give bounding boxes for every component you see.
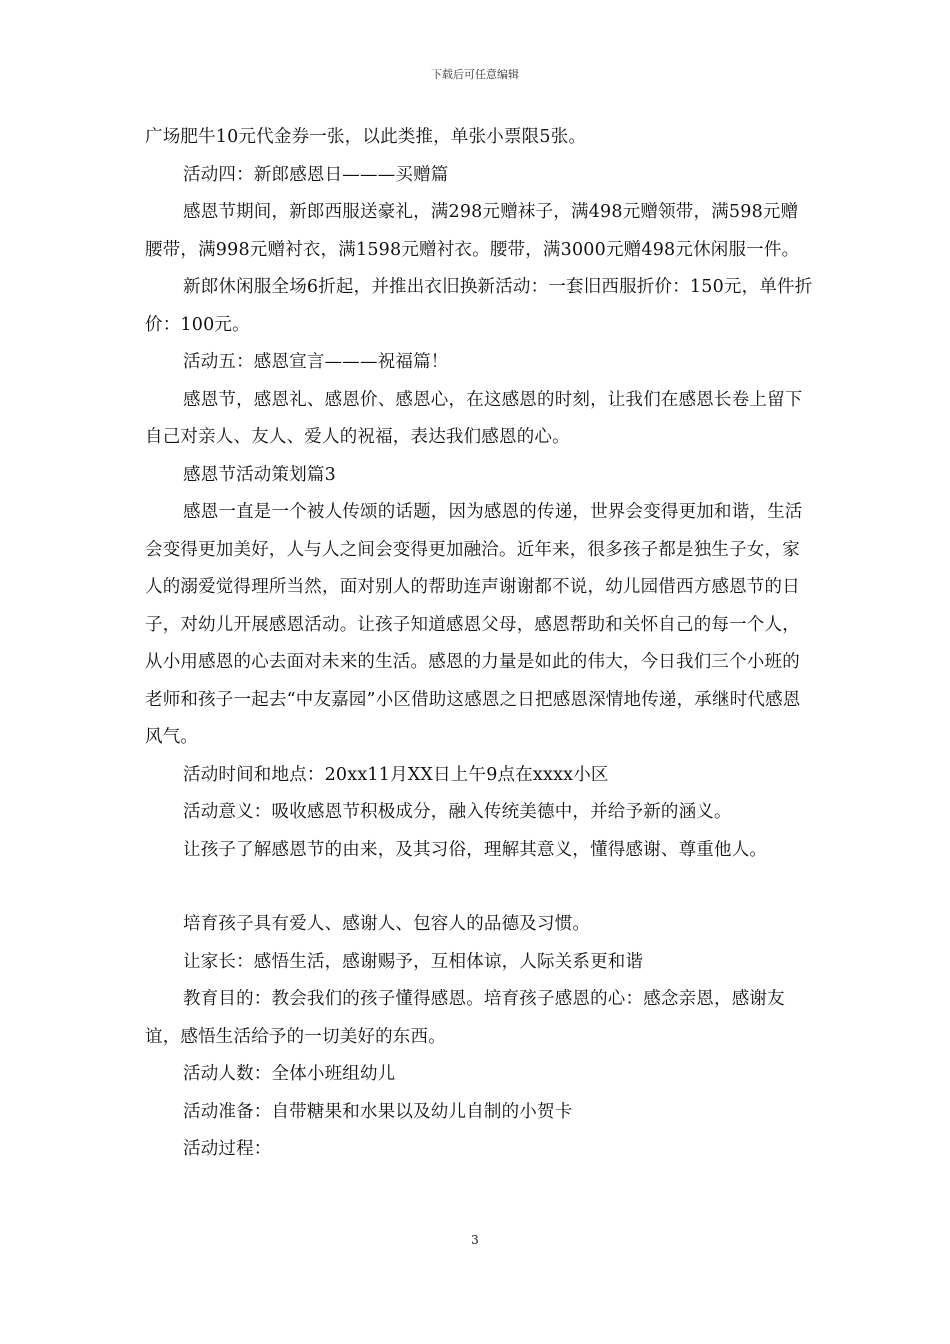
page-header-note: 下载后可任意编辑 xyxy=(431,68,519,81)
paragraph-participants: 活动人数：全体小班组幼儿 xyxy=(183,1064,396,1084)
paragraph-activity-four-title: 活动四：新郎感恩日———买赠篇 xyxy=(183,164,449,185)
page-number: 3 xyxy=(471,1233,479,1247)
paragraph-activity-five-title: 活动五：感恩宣言———祝福篇！ xyxy=(183,352,449,372)
document-body xyxy=(145,119,815,1169)
section-title-plan-3: 感恩节活动策划篇3 xyxy=(183,464,336,485)
paragraph-trade-in-offer: 新郎休闲服全场6折起，并推出衣旧换新活动：一套旧西服折价：150元，单件折价：100元。 xyxy=(145,277,813,335)
paragraph-understand-origin: 让孩子了解感恩节的由来，及其习俗，理解其意义，懂得感谢、尊重他人。 xyxy=(183,839,768,860)
paragraph-activity-meaning: 活动意义：吸收感恩节积极成分，融入传统美德中，并给予新的涵义。 xyxy=(183,802,732,822)
paragraph-preparation: 活动准备：自带糖果和水果以及幼儿自制的小贺卡 xyxy=(183,1101,573,1122)
paragraph-blessing-scroll: 感恩节，感恩礼、感恩价、感恩心，在这感恩的时刻，让我们在感恩长卷上留下自己对亲人、友人、爱人的祝福，表达我们感恩的心。 xyxy=(145,389,803,447)
paragraph-gratitude-intro: 感恩一直是一个被人传颂的话题，因为感恩的传递，世界会变得更加和谐，生活会变得更加美好，人与人之间会变得更加融洽。近年来，很多孩子都是独生子女，家人的溺爱觉得理所当然，面对别人的帮助连声谢谢都不说，幼儿园借西方感恩节的日子，对幼儿开展感恩活动。让孩子知道感恩父母，感恩帮助和关怀自己的每一个人，从小用感恩的心去面对未来的生活。感恩的力量是如此的伟大，今日我们三个小班的老师和孩子一起去“中友嘉园”小区借助这感恩之日把感恩深情地传递，承继时代感恩风气。 xyxy=(145,502,803,747)
paragraph-process-heading: 活动过程： xyxy=(183,1139,272,1159)
paragraph-groom-gift-offers: 感恩节期间，新郎西服送豪礼，满298元赠袜子，满498元赠领带，满598元赠腰带，满998元赠衬衣，满1598元赠衬衣。腰带，满3000元赠498元休闲服一件。 xyxy=(145,202,800,260)
paragraph-voucher-rule: 广场肥牛10元代金券一张，以此类推，单张小票限5张。 xyxy=(145,127,587,147)
paragraph-education-goal: 教育目的：教会我们的孩子懂得感恩。培育孩子感恩的心：感念亲恩，感谢友谊，感悟生活给予的一切美好的东西。 xyxy=(145,989,785,1047)
paragraph-time-and-place: 活动时间和地点：20xx11月XX日上午9点在xxxx小区 xyxy=(183,764,609,785)
paragraph-cultivate-habits: 培育孩子具有爱人、感谢人、包容人的品德及习惯。 xyxy=(183,914,591,934)
paragraph-parents-goal: 让家长：感悟生活，感谢赐予，互相体谅，人际关系更和谐 xyxy=(183,951,644,972)
